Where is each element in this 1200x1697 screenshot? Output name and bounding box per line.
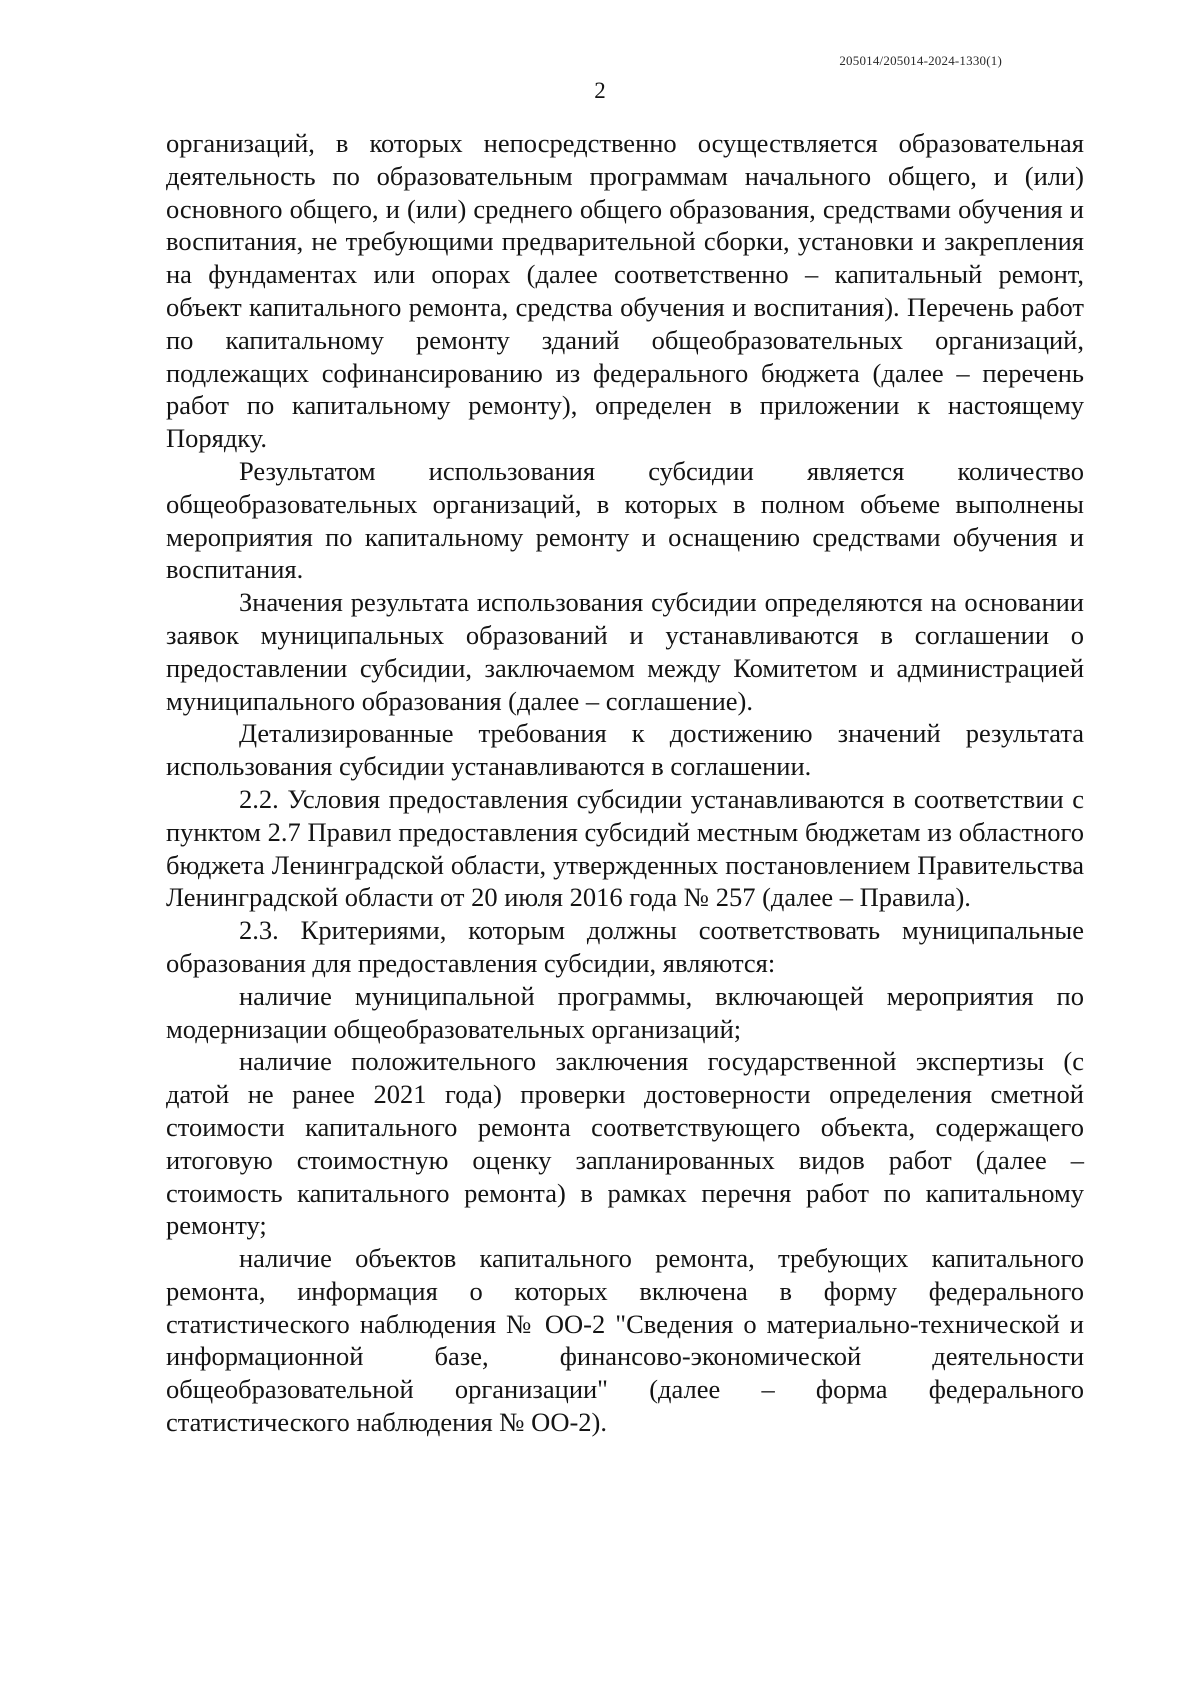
paragraph-result-values: Значения результата использования субсидии определяются на основании заявок муниципальных образований и устанавливаются в соглашении о предоставлении субсидии, заключаемом между Комитетом и администрацией муниципального образования (далее – соглашение). [166,587,1084,716]
criterion-state-expertise: наличие положительного заключения государственной экспертизы (с датой не ранее 2021 года) проверки достоверности определения сметной стоимости капитального ремонта соответствующего объекта, содержащего итоговую стоимостную оценку запланированных видов работ (далее – стоимость капитального ремонта) в рамках перечня работ по капитальному ремонту; [166,1046,1084,1241]
page-number: 2 [594,78,606,103]
paragraph-detailed-requirements: Детализированные требования к достижению значений результата использования субсидии устанавливаются в соглашении. [166,718,1084,782]
criterion-municipal-program: наличие муниципальной программы, включающей мероприятия по модернизации общеобразовательных организаций; [166,980,1084,1044]
paragraph-result: Результатом использования субсидии является количество общеобразовательных организаций, в которых в полном объеме выполнены мероприятия по капитальному ремонту и оснащению средствами обучения и воспитания. [166,455,1084,585]
criterion-repair-objects: наличие объектов капитального ремонта, требующих капитального ремонта, информация о которых включена в форму федерального статистического наблюдения № ОО-2 "Сведения о материально-технической и информационной базе, финансово-экономической деятельности общеобразовательной организации" (далее – форма федерального статистического наблюдения № ОО-2). [166,1243,1084,1438]
paragraph-2-3-criteria: 2.3. Критериями, которым должны соответствовать муниципальные образования для предоставления субсидии, являются: [166,915,1084,978]
paragraph-continuation: организаций, в которых непосредственно осуществляется образовательная деятельность по образовательным программам начального общего, и (или) основного общего, и (или) среднего общего образования, средствами обучения и воспитания, не требующими предварительной сборки, установки и закрепления на фундаментах или опорах (далее соответственно – капитальный ремонт, объект капитального ремонта, средства обучения и воспитания). Перечень работ по капитальному ремонту зданий общеобразовательных организаций, подлежащих софинансированию из федерального бюджета (далее – перечень работ по капитальному ремонту), определен в приложении к настоящему Порядку. [166,128,1084,454]
document-body [166,127,1084,1439]
document-registration-number: 205014/205014-2024-1330(1) [839,53,1002,68]
paragraph-2-2-conditions: 2.2. Условия предоставления субсидии устанавливаются в соответствии с пунктом 2.7 Правил предоставления субсидий местным бюджетам из областного бюджета Ленинградской области, утвержденных постановлением Правительства Ленинградской области от 20 июля 2016 года № 257 (далее – Правила). [166,783,1084,913]
